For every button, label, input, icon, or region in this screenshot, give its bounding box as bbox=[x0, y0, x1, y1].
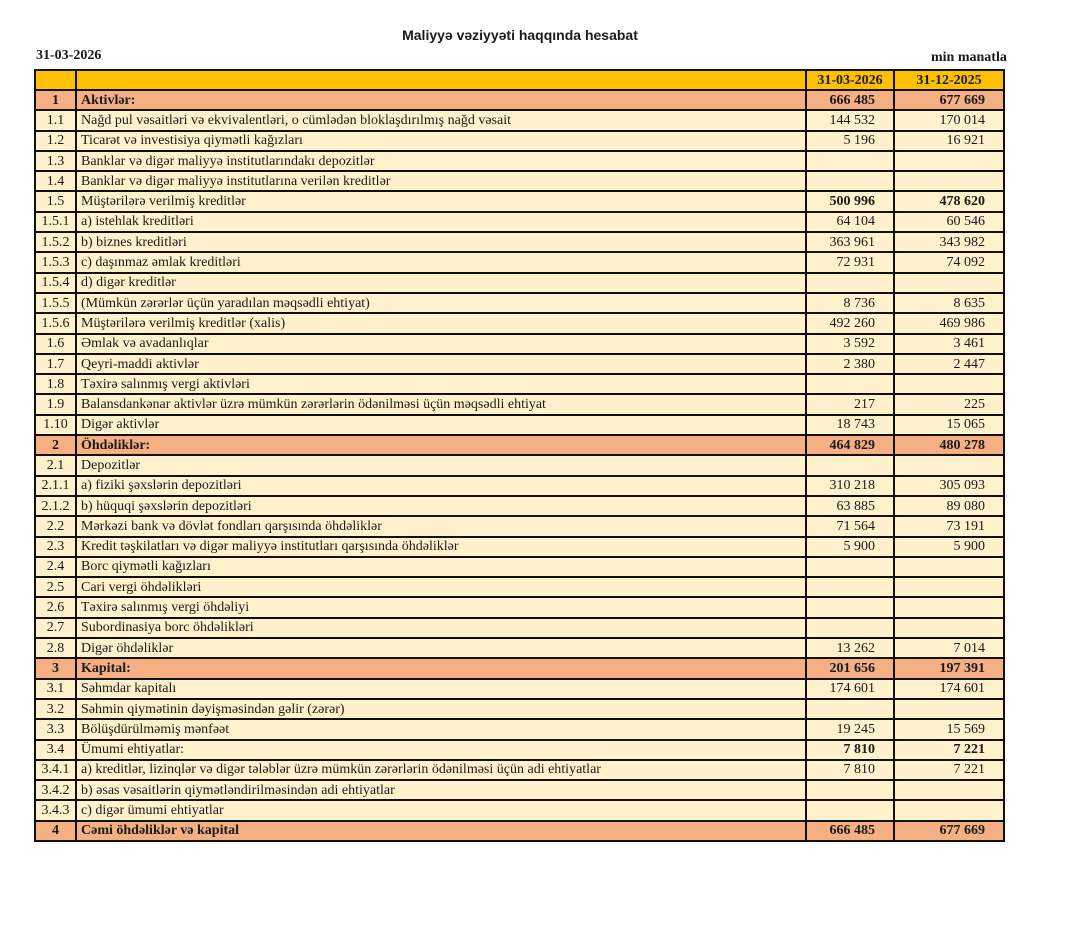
row-label: d) digər kreditlər bbox=[76, 273, 806, 293]
table-row bbox=[35, 252, 1004, 272]
row-label: Öhdəliklər: bbox=[76, 435, 806, 455]
row-number: 3 bbox=[35, 658, 76, 678]
value-previous bbox=[894, 780, 1004, 800]
row-label: Qeyri-maddi aktivlər bbox=[76, 354, 806, 374]
row-label: Bölüşdürülməmiş mənfəət bbox=[76, 719, 806, 739]
row-label: Nağd pul vəsaitləri və ekvivalentləri, o cümlədən bloklaşdırılmış nağd vəsait bbox=[76, 110, 806, 130]
table-row bbox=[35, 293, 1004, 313]
row-number: 2.3 bbox=[35, 537, 76, 557]
row-number: 1.5.4 bbox=[35, 273, 76, 293]
row-label: Digər öhdəliklər bbox=[76, 638, 806, 658]
row-number: 1.7 bbox=[35, 354, 76, 374]
table-row bbox=[35, 334, 1004, 354]
table-row bbox=[35, 212, 1004, 232]
table-row bbox=[35, 618, 1004, 638]
value-current: 500 996 bbox=[806, 191, 894, 211]
value-current bbox=[806, 699, 894, 719]
value-previous: 74 092 bbox=[894, 252, 1004, 272]
value-previous bbox=[894, 455, 1004, 475]
value-current: 2 380 bbox=[806, 354, 894, 374]
table-row bbox=[35, 577, 1004, 597]
row-number: 3.2 bbox=[35, 699, 76, 719]
value-previous: 469 986 bbox=[894, 313, 1004, 333]
table-row bbox=[35, 800, 1004, 820]
value-current bbox=[806, 171, 894, 191]
value-previous: 2 447 bbox=[894, 354, 1004, 374]
row-number: 2.5 bbox=[35, 577, 76, 597]
value-current bbox=[806, 780, 894, 800]
value-current bbox=[806, 151, 894, 171]
value-current: 310 218 bbox=[806, 476, 894, 496]
value-current: 5 196 bbox=[806, 131, 894, 151]
row-number: 3.1 bbox=[35, 679, 76, 699]
value-previous: 15 065 bbox=[894, 415, 1004, 435]
value-current: 666 485 bbox=[806, 90, 894, 110]
value-previous bbox=[894, 273, 1004, 293]
row-label: b) hüquqi şəxslərin depozitləri bbox=[76, 496, 806, 516]
row-number: 2 bbox=[35, 435, 76, 455]
value-previous: 677 669 bbox=[894, 821, 1004, 841]
section-row bbox=[35, 435, 1004, 455]
value-current: 464 829 bbox=[806, 435, 894, 455]
row-label: Təxirə salınmış vergi aktivləri bbox=[76, 374, 806, 394]
row-label: Digər aktivlər bbox=[76, 415, 806, 435]
value-current: 64 104 bbox=[806, 212, 894, 232]
table-row bbox=[35, 131, 1004, 151]
table-row bbox=[35, 496, 1004, 516]
table-row bbox=[35, 699, 1004, 719]
row-label: Borc qiymətli kağızları bbox=[76, 557, 806, 577]
row-number: 1 bbox=[35, 90, 76, 110]
row-number: 3.3 bbox=[35, 719, 76, 739]
row-number: 2.6 bbox=[35, 597, 76, 617]
row-label: c) digər ümumi ehtiyatlar bbox=[76, 800, 806, 820]
section-row bbox=[35, 658, 1004, 678]
table-row bbox=[35, 232, 1004, 252]
value-previous: 7 014 bbox=[894, 638, 1004, 658]
row-number: 2.1.2 bbox=[35, 496, 76, 516]
row-label: Əmlak və avadanlıqlar bbox=[76, 334, 806, 354]
row-number: 4 bbox=[35, 821, 76, 841]
value-previous bbox=[894, 151, 1004, 171]
table-row bbox=[35, 740, 1004, 760]
value-previous: 73 191 bbox=[894, 516, 1004, 536]
row-number: 1.5 bbox=[35, 191, 76, 211]
table-row bbox=[35, 191, 1004, 211]
value-current bbox=[806, 800, 894, 820]
value-previous: 478 620 bbox=[894, 191, 1004, 211]
table-row bbox=[35, 394, 1004, 414]
value-previous bbox=[894, 171, 1004, 191]
row-label: c) daşınmaz əmlak kreditləri bbox=[76, 252, 806, 272]
row-label: Təxirə salınmış vergi öhdəliyi bbox=[76, 597, 806, 617]
row-label: Ticarət və investisiya qiymətli kağızları bbox=[76, 131, 806, 151]
table-row bbox=[35, 516, 1004, 536]
header-period-current: 31-03-2026 bbox=[806, 70, 894, 90]
table-row bbox=[35, 476, 1004, 496]
value-current bbox=[806, 597, 894, 617]
value-previous: 89 080 bbox=[894, 496, 1004, 516]
table-row bbox=[35, 313, 1004, 333]
section-row bbox=[35, 821, 1004, 841]
row-label: Aktivlər: bbox=[76, 90, 806, 110]
row-number: 1.2 bbox=[35, 131, 76, 151]
row-label: Müştərilərə verilmiş kreditlər (xalis) bbox=[76, 313, 806, 333]
row-number: 2.7 bbox=[35, 618, 76, 638]
value-current: 5 900 bbox=[806, 537, 894, 557]
row-number: 3.4 bbox=[35, 740, 76, 760]
row-label: Banklar və digər maliyyə institutlarına verilən kreditlər bbox=[76, 171, 806, 191]
value-current: 217 bbox=[806, 394, 894, 414]
value-current bbox=[806, 618, 894, 638]
row-number: 1.6 bbox=[35, 334, 76, 354]
value-previous: 480 278 bbox=[894, 435, 1004, 455]
row-label: Banklar və digər maliyyə institutlarındakı depozitlər bbox=[76, 151, 806, 171]
value-current bbox=[806, 374, 894, 394]
row-number: 1.3 bbox=[35, 151, 76, 171]
value-current: 7 810 bbox=[806, 760, 894, 780]
value-previous: 197 391 bbox=[894, 658, 1004, 678]
table-row bbox=[35, 455, 1004, 475]
value-previous: 15 569 bbox=[894, 719, 1004, 739]
value-previous: 8 635 bbox=[894, 293, 1004, 313]
header-no bbox=[35, 70, 76, 90]
value-current: 13 262 bbox=[806, 638, 894, 658]
table-row bbox=[35, 537, 1004, 557]
value-current: 363 961 bbox=[806, 232, 894, 252]
value-current: 18 743 bbox=[806, 415, 894, 435]
value-previous: 305 093 bbox=[894, 476, 1004, 496]
row-label: Müştərilərə verilmiş kreditlər bbox=[76, 191, 806, 211]
value-current: 63 885 bbox=[806, 496, 894, 516]
row-number: 2.1.1 bbox=[35, 476, 76, 496]
value-current: 144 532 bbox=[806, 110, 894, 130]
row-number: 1.5.3 bbox=[35, 252, 76, 272]
value-previous: 7 221 bbox=[894, 760, 1004, 780]
row-number: 3.4.2 bbox=[35, 780, 76, 800]
row-number: 1.5.6 bbox=[35, 313, 76, 333]
row-label: a) istehlak kreditləri bbox=[76, 212, 806, 232]
row-label: Səhmin qiymətinin dəyişməsindən gəlir (zərər) bbox=[76, 699, 806, 719]
value-previous: 225 bbox=[894, 394, 1004, 414]
row-label: Subordinasiya borc öhdəlikləri bbox=[76, 618, 806, 638]
value-previous bbox=[894, 699, 1004, 719]
header-period-previous: 31-12-2025 bbox=[894, 70, 1004, 90]
value-previous: 343 982 bbox=[894, 232, 1004, 252]
value-current: 174 601 bbox=[806, 679, 894, 699]
row-label: Ümumi ehtiyatlar: bbox=[76, 740, 806, 760]
value-previous: 677 669 bbox=[894, 90, 1004, 110]
row-number: 2.2 bbox=[35, 516, 76, 536]
row-number: 1.10 bbox=[35, 415, 76, 435]
value-previous bbox=[894, 800, 1004, 820]
table-row bbox=[35, 374, 1004, 394]
value-previous bbox=[894, 374, 1004, 394]
row-number: 1.8 bbox=[35, 374, 76, 394]
value-current: 8 736 bbox=[806, 293, 894, 313]
value-current: 201 656 bbox=[806, 658, 894, 678]
value-previous bbox=[894, 557, 1004, 577]
table-row bbox=[35, 110, 1004, 130]
value-current: 72 931 bbox=[806, 252, 894, 272]
table-row bbox=[35, 354, 1004, 374]
table-row bbox=[35, 679, 1004, 699]
value-previous: 170 014 bbox=[894, 110, 1004, 130]
table-row bbox=[35, 638, 1004, 658]
value-previous bbox=[894, 618, 1004, 638]
value-current bbox=[806, 577, 894, 597]
row-label: (Mümkün zərərlər üçün yaradılan məqsədli ehtiyat) bbox=[76, 293, 806, 313]
value-current: 3 592 bbox=[806, 334, 894, 354]
table-row bbox=[35, 780, 1004, 800]
row-label: b) əsas vəsaitlərin qiymətləndirilməsindən adi ehtiyatlar bbox=[76, 780, 806, 800]
row-number: 1.5.5 bbox=[35, 293, 76, 313]
row-number: 2.1 bbox=[35, 455, 76, 475]
row-label: Mərkəzi bank və dövlət fondları qarşısında öhdəliklər bbox=[76, 516, 806, 536]
value-current bbox=[806, 273, 894, 293]
row-label: Kredit təşkilatları və digər maliyyə institutları qarşısında öhdəliklər bbox=[76, 537, 806, 557]
table-header-row bbox=[35, 70, 1004, 90]
header-name bbox=[76, 70, 806, 90]
value-previous: 5 900 bbox=[894, 537, 1004, 557]
value-previous bbox=[894, 597, 1004, 617]
section-row bbox=[35, 90, 1004, 110]
row-number: 2.8 bbox=[35, 638, 76, 658]
report-unit: min manatla bbox=[931, 50, 1007, 65]
table-row bbox=[35, 597, 1004, 617]
table-row bbox=[35, 273, 1004, 293]
value-current bbox=[806, 557, 894, 577]
table-row bbox=[35, 415, 1004, 435]
row-label: Kapital: bbox=[76, 658, 806, 678]
row-label: a) kreditlər, lizinqlər və digər tələblər üzrə mümkün zərərlərin ödənilməsi üçün adi ehtiyatlar bbox=[76, 760, 806, 780]
report-date: 31-03-2026 bbox=[36, 48, 102, 63]
balance-sheet-table bbox=[34, 69, 1005, 842]
value-current bbox=[806, 455, 894, 475]
value-previous: 3 461 bbox=[894, 334, 1004, 354]
row-number: 3.4.3 bbox=[35, 800, 76, 820]
value-previous: 60 546 bbox=[894, 212, 1004, 232]
value-current: 492 260 bbox=[806, 313, 894, 333]
row-number: 1.5.2 bbox=[35, 232, 76, 252]
row-number: 1.4 bbox=[35, 171, 76, 191]
row-label: Cari vergi öhdəlikləri bbox=[76, 577, 806, 597]
row-number: 1.1 bbox=[35, 110, 76, 130]
value-previous bbox=[894, 577, 1004, 597]
value-previous: 16 921 bbox=[894, 131, 1004, 151]
value-previous: 174 601 bbox=[894, 679, 1004, 699]
row-label: Səhmdar kapitalı bbox=[76, 679, 806, 699]
value-current: 7 810 bbox=[806, 740, 894, 760]
row-label: b) biznes kreditləri bbox=[76, 232, 806, 252]
row-number: 1.9 bbox=[35, 394, 76, 414]
row-number: 1.5.1 bbox=[35, 212, 76, 232]
value-previous: 7 221 bbox=[894, 740, 1004, 760]
report-title: Maliyyə vəziyyəti haqqında hesabat bbox=[402, 27, 638, 43]
value-current: 19 245 bbox=[806, 719, 894, 739]
row-number: 3.4.1 bbox=[35, 760, 76, 780]
table-row bbox=[35, 171, 1004, 191]
table-row bbox=[35, 719, 1004, 739]
row-label: Depozitlər bbox=[76, 455, 806, 475]
row-label: Cəmi öhdəliklər və kapital bbox=[76, 821, 806, 841]
table-row bbox=[35, 557, 1004, 577]
row-label: a) fiziki şəxslərin depozitləri bbox=[76, 476, 806, 496]
value-current: 71 564 bbox=[806, 516, 894, 536]
value-current: 666 485 bbox=[806, 821, 894, 841]
table-row bbox=[35, 151, 1004, 171]
table-row bbox=[35, 760, 1004, 780]
row-number: 2.4 bbox=[35, 557, 76, 577]
row-label: Balansdankənar aktivlər üzrə mümkün zərərlərin ödənilməsi üçün məqsədli ehtiyat bbox=[76, 394, 806, 414]
